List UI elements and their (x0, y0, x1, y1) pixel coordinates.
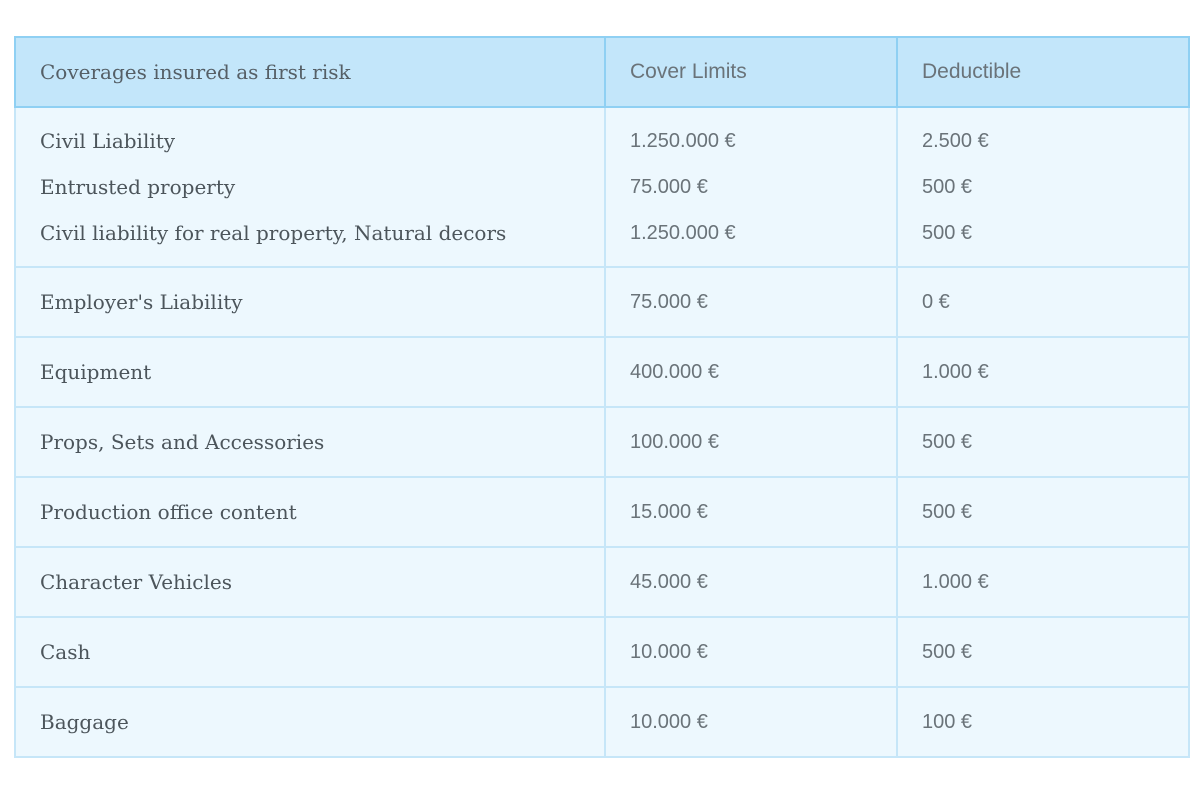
cell-coverage (15, 547, 605, 617)
cell-limit (605, 407, 897, 477)
limit-value: 10.000 € (630, 711, 708, 733)
limit-value: 75.000 € (630, 291, 708, 313)
cell-limit (605, 267, 897, 337)
table-row-liability-group (15, 107, 1189, 267)
deductible-value: 2.500 € (922, 130, 989, 152)
cell-deductible (897, 407, 1189, 477)
deductible-value: 1.000 € (922, 571, 989, 593)
cell-deductible (897, 477, 1189, 547)
coverage-table-container (14, 36, 1188, 758)
header-deductible: Deductible (897, 37, 1189, 107)
cell-limit (605, 337, 897, 407)
deductible-value: 500 € (922, 176, 973, 198)
cell-coverage-group (15, 107, 605, 267)
coverage-label: Cash (40, 640, 91, 664)
limit-value: 100.000 € (630, 431, 719, 453)
cell-deductible (897, 267, 1189, 337)
cell-deductible (897, 687, 1189, 757)
cell-deductible (897, 617, 1189, 687)
deductible-value: 1.000 € (922, 361, 989, 383)
cell-deductible (897, 337, 1189, 407)
cell-coverage (15, 407, 605, 477)
table-row (15, 547, 1189, 617)
limit-value: 45.000 € (630, 571, 708, 593)
coverage-label: Props, Sets and Accessories (40, 430, 325, 454)
cell-limit-group (605, 107, 897, 267)
limit-value: 1.250.000 € (630, 222, 736, 244)
cell-limit (605, 547, 897, 617)
cell-coverage (15, 687, 605, 757)
cell-deductible-group (897, 107, 1189, 267)
header-cover-limits: Cover Limits (605, 37, 897, 107)
cell-coverage (15, 337, 605, 407)
cell-deductible (897, 547, 1189, 617)
deductible-value: 500 € (922, 431, 973, 453)
cell-limit (605, 687, 897, 757)
table-row (15, 617, 1189, 687)
table-row (15, 477, 1189, 547)
cell-limit (605, 617, 897, 687)
coverage-label: Baggage (40, 710, 129, 734)
coverage-label: Civil Liability (40, 129, 176, 153)
coverage-label: Civil liability for real property, Natural decors (40, 221, 507, 245)
limit-value: 15.000 € (630, 501, 708, 523)
limit-value: 75.000 € (630, 176, 708, 198)
deductible-value: 500 € (922, 641, 973, 663)
table-row (15, 687, 1189, 757)
cell-limit (605, 477, 897, 547)
table-row (15, 337, 1189, 407)
cell-coverage (15, 477, 605, 547)
deductible-value: 500 € (922, 222, 973, 244)
deductible-value: 500 € (922, 501, 973, 523)
table-header-row (15, 37, 1189, 107)
table-row (15, 407, 1189, 477)
coverage-label: Equipment (40, 360, 152, 384)
cell-coverage (15, 267, 605, 337)
table-row (15, 267, 1189, 337)
coverage-label: Employer's Liability (40, 290, 243, 314)
coverage-label: Production office content (40, 500, 297, 524)
coverage-label: Entrusted property (40, 175, 236, 199)
cell-coverage (15, 617, 605, 687)
deductible-value: 0 € (922, 291, 950, 313)
coverage-label: Character Vehicles (40, 570, 233, 594)
limit-value: 1.250.000 € (630, 130, 736, 152)
limit-value: 10.000 € (630, 641, 708, 663)
limit-value: 400.000 € (630, 361, 719, 383)
header-coverages: Coverages insured as first risk (15, 37, 605, 107)
coverage-table (14, 36, 1190, 758)
deductible-value: 100 € (922, 711, 973, 733)
